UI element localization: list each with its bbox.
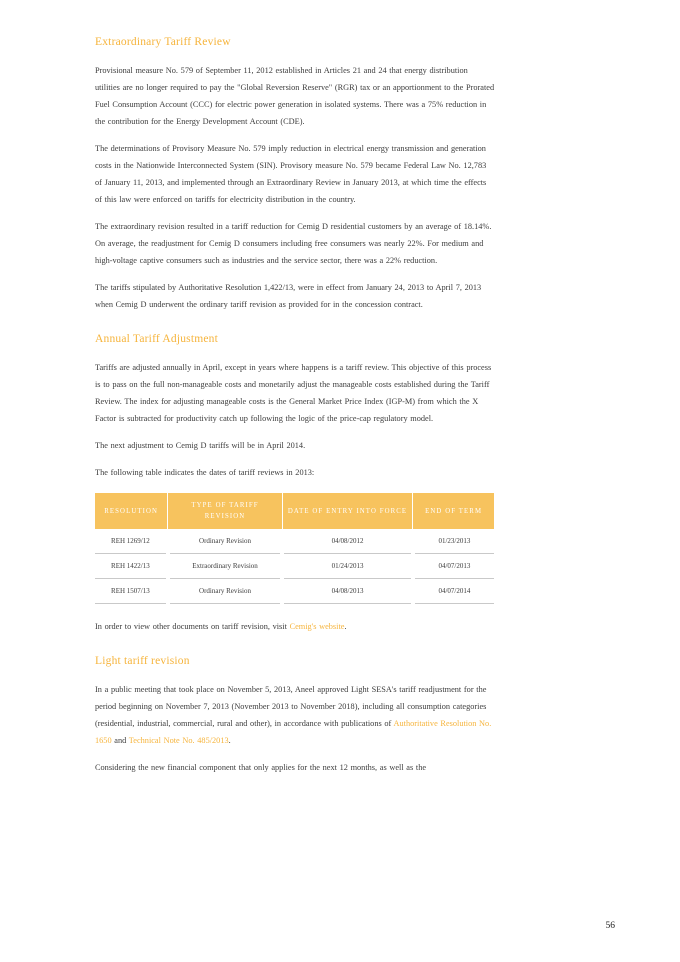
- table-cell: 01/24/2013: [282, 554, 413, 579]
- section-title-annual: Annual Tariff Adjustment: [95, 333, 219, 345]
- column-header-end-term: END OF TERM: [413, 493, 494, 529]
- table-cell: REH 1507/13: [95, 579, 168, 604]
- table-cell: 04/08/2012: [282, 529, 413, 554]
- paragraph: Provisional measure No. 579 of September 11, 2012 established in Articles 21 and 24 that energy distribution utilities are no longer required to pay the "Global Reversion Reserve" (RGR) tax or an apportionment to the Prorated Fuel Consumption Account (CCC) for electric power generation in isolated systems. There was a 75% reduction in the contribution for the Energy Development Account (CDE).: [95, 66, 495, 126]
- table-cell: 04/07/2014: [413, 579, 494, 604]
- column-header-type: TYPE OF TARIFF REVISION: [168, 493, 283, 529]
- column-header-entry-date: DATE OF ENTRY INTO FORCE: [282, 493, 413, 529]
- paragraph: Considering the new financial component that only applies for the next 12 months, as well as the: [95, 763, 427, 772]
- paragraph-text: and: [114, 736, 127, 745]
- paragraph: Tariffs are adjusted annually in April, except in years where happens is a tariff review. This objective of this process is to pass on the full non-manageable costs and monetarily adjust the manageable costs established during the Tariff Review. The index for adjusting manageable costs is the General Market Price Index (IGP-M) from which the X Factor is subtracted for productivity catch up following the logic of the price-cap regulatory model.: [95, 363, 492, 423]
- column-header-resolution: RESOLUTION: [95, 493, 168, 529]
- paragraph-light: [95, 681, 495, 749]
- page-content: [95, 36, 495, 786]
- table-cell: Ordinary Revision: [168, 529, 283, 554]
- authoritative-resolution-link[interactable]: Authoritative Resolution No. 1650: [95, 719, 492, 745]
- table-cell: 04/08/2013: [282, 579, 413, 604]
- paragraph: The following table indicates the dates of tariff reviews in 2013:: [95, 468, 315, 477]
- table-row: [95, 554, 494, 579]
- cemig-website-link[interactable]: Cemig's website: [289, 622, 345, 631]
- table-cell: Ordinary Revision: [168, 579, 283, 604]
- paragraph-text: .: [344, 622, 347, 631]
- table-cell: REH 1422/13: [95, 554, 168, 579]
- table-cell: 01/23/2013: [413, 529, 494, 554]
- table-cell: REH 1269/12: [95, 529, 168, 554]
- paragraph-text: In order to view other documents on tariff revision, visit: [95, 622, 287, 631]
- table-cell: 04/07/2013: [413, 554, 494, 579]
- table-header-row: [95, 493, 494, 529]
- paragraph-text: In a public meeting that took place on November 5, 2013, Aneel approved Light SESA's tariff readjustment for the period beginning on November 7, 2013 (November 2013 to November 2018), including all consumption categories (residential, industrial, commercial, rural and other), in accordance with publications of: [95, 685, 487, 728]
- paragraph: The tariffs stipulated by Authoritative Resolution 1,422/13, were in effect from January 24, 2013 to April 7, 2013 when Cemig D underwent the ordinary tariff revision as provided for in the concession contract.: [95, 283, 482, 309]
- tariff-review-table: [95, 493, 494, 604]
- paragraph-website-link: [95, 618, 495, 635]
- technical-note-link[interactable]: Technical Note No. 485/2013: [128, 736, 229, 745]
- section-title-light: Light tariff revision: [95, 655, 190, 667]
- paragraph: The next adjustment to Cemig D tariffs will be in April 2014.: [95, 441, 306, 450]
- page-number: 56: [605, 921, 615, 931]
- paragraph: The determinations of Provisory Measure No. 579 imply reduction in electrical energy transmission and generation costs in the Nationwide Interconnected System (SIN). Provisory measure No. 579 became Federal Law No. 12,783 of January 11, 2013, and implemented through an Extraordinary Review in January 2013, at which time the effects of this law were enforced on tariffs for electricity distribution in the country.: [95, 144, 487, 204]
- table-row: [95, 579, 494, 604]
- table-cell: Extraordinary Revision: [168, 554, 283, 579]
- table-row: [95, 529, 494, 554]
- paragraph: The extraordinary revision resulted in a tariff reduction for Cemig D residential customers by an average of 18.14%. On average, the readjustment for Cemig D consumers including free consumers was nearly 22%. For medium and high-voltage captive consumers such as industries and the service sector, there was a 22% reduction.: [95, 222, 492, 265]
- paragraph-text: .: [228, 736, 231, 745]
- section-title-extraordinary: Extraordinary Tariff Review: [95, 36, 231, 48]
